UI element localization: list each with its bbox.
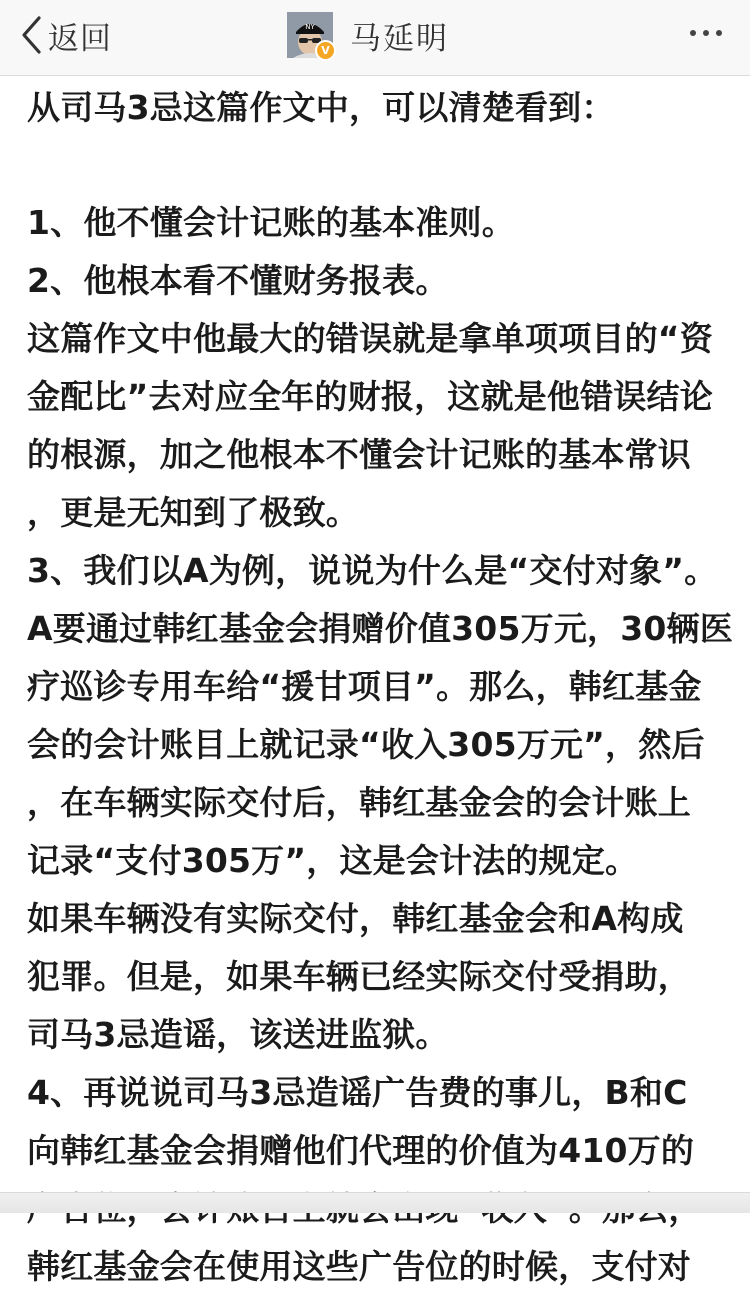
profile-header[interactable] [287,10,449,60]
more-options-button[interactable] [690,30,722,36]
more-dot-icon [716,30,722,36]
avatar[interactable] [287,12,333,58]
article-line: 金配比”去对应全年的财报，这就是他错误结论 [27,377,713,416]
article-line: ，在车辆实际交付后，韩红基金会的会计账上 [27,783,691,822]
article-line: ，更是无知到了极致。 [27,493,359,532]
article-line: 1、他不懂会计记账的基本准则。 [27,203,515,242]
more-dot-icon [703,30,709,36]
bottom-edge [0,1192,750,1213]
article-line: 韩红基金会在使用这些广告位的时候，支付对 [27,1247,691,1286]
article-line: 从司马3忌这篇作文中，可以清楚看到： [27,88,615,127]
svg-text:NY: NY [305,23,315,31]
username[interactable]: 马延明 [350,20,449,57]
back-button[interactable] [20,12,112,58]
article-blank-line [27,137,727,194]
article-line: 记录“支付305万”，这是会计法的规定。 [27,841,639,880]
article-line: 4、再说说司马3忌造谣广告费的事儿，B和C [27,1073,688,1112]
article-line: 的根源，加之他根本不懂会计记账的基本常识 [27,435,691,474]
article-body [27,79,733,1296]
article-line: 如果车辆没有实际交付，韩红基金会和A构成 [27,899,684,938]
article-line: 会的会计账目上就记录“收入305万元”，然后 [27,725,705,764]
article-line: 司马3忌造谣，该送进监狱。 [27,1015,449,1054]
article-line: A要通过韩红基金会捐赠价值305万元，30辆医 [27,609,733,648]
article-line: 犯罪。但是，如果车辆已经实际交付受捐助， [27,957,691,996]
article-line: 向韩红基金会捐赠他们代理的价值为410万的 [27,1131,695,1170]
article-line: 2、他根本看不懂财务报表。 [27,261,449,300]
chevron-left-icon [20,15,42,55]
article-line: 3、我们以A为例，说说为什么是“交付对象”。 [27,551,718,590]
article-line: 疗巡诊专用车给“援甘项目”。那么，韩红基金 [27,667,702,706]
top-navigation-bar [0,0,750,76]
article-line: 这篇作文中他最大的错误就是拿单项项目的“资 [27,319,713,358]
back-label: 返回 [48,20,112,57]
more-dot-icon [690,30,696,36]
verified-badge: V [315,40,336,61]
